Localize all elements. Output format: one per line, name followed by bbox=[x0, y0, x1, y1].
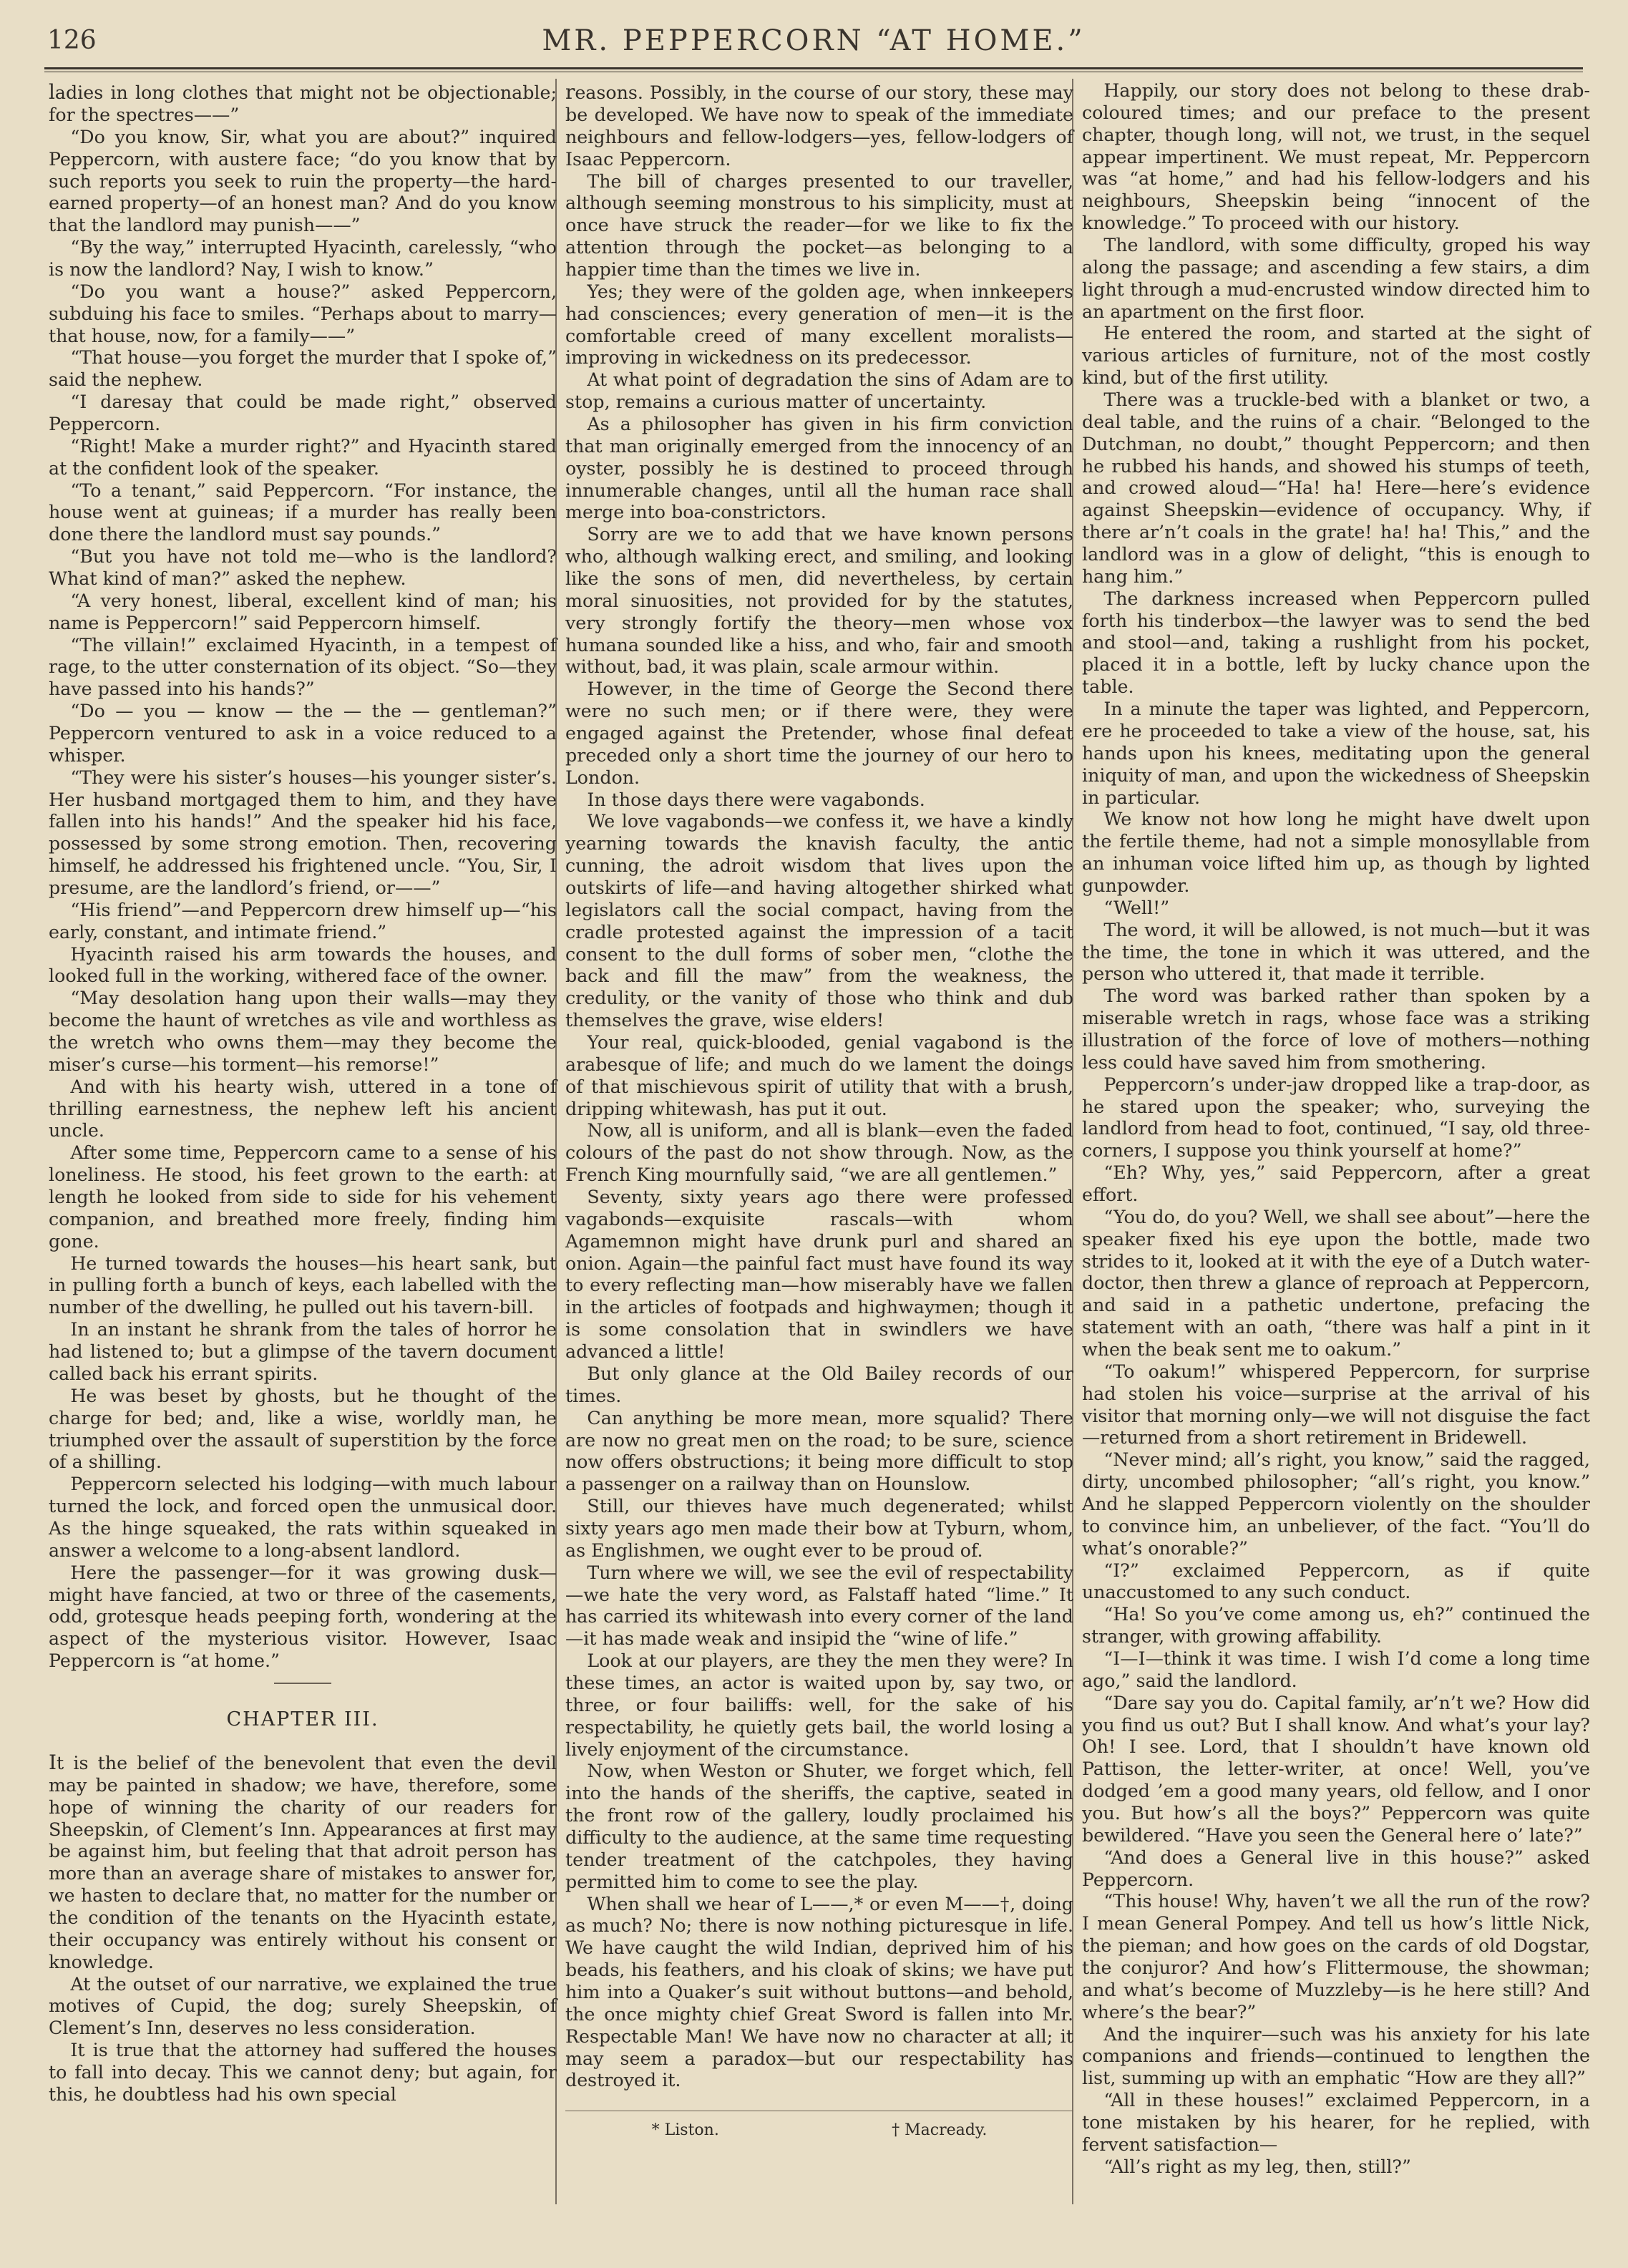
paragraph: At what point of degradation the sins of Adam are to stop, remains a curious matter of uncertainty. bbox=[565, 369, 1073, 413]
paragraph: The landlord, with some difficulty, groped his way along the passage; and ascending a few stairs, a dim light through a mud-encrusted window directed him to an apartment on the first floor. bbox=[1082, 235, 1590, 322]
paragraph: And the inquirer—such was his anxiety for his late companions and friends—continued to lengthen the list, summing up with an emphatic “How are they all?” bbox=[1082, 2023, 1590, 2089]
footnote: † Macready. bbox=[892, 2121, 988, 2140]
paragraph: “By the way,” interrupted Hyacinth, carelessly, “who is now the landlord? Nay, I wish to know.” bbox=[49, 237, 557, 280]
paragraph: Turn where we will, we see the evil of respectability—we hate the very word, as Falstaff hated “lime.” It has carried its whitewash into every corner of the land—it has made weak and insipid the “wine of life.” bbox=[565, 1562, 1073, 1650]
paragraph: It is the belief of the benevolent that even the devil may be painted in shadow; we have, therefore, some hope of winning the charity of our readers for Sheepskin, of Clement’s Inn. Appearances at first may be against him, but feeling that that adroit person has more than an average share of mistakes to answer for, we hasten to declare that, no matter for the number or the condition of the tenants on the Hyacinth estate, their occupancy was entirely without his consent or knowledge. bbox=[49, 1750, 557, 1972]
column-middle bbox=[565, 80, 1073, 2141]
paragraph: And with his hearty wish, uttered in a tone of thrilling earnestness, the nephew left his ancient uncle. bbox=[49, 1076, 557, 1142]
paragraph: He turned towards the houses—his heart sank, but in pulling forth a bunch of keys, each labelled with the number of the dwelling, he pulled out his tavern-bill. bbox=[49, 1252, 557, 1318]
footnotes bbox=[565, 2111, 1073, 2141]
paragraph: “Ha! So you’ve come among us, eh?” continued the stranger, with growing affability. bbox=[1082, 1604, 1590, 1648]
paragraph: Yes; they were of the golden age, when innkeepers had consciences; every generation of men—it is the comfortable creed of many excellent moralists—improving in wickedness on its predecessor. bbox=[565, 281, 1073, 369]
footnote: * Liston. bbox=[651, 2121, 719, 2140]
paragraph: “This house! Why, haven’t we all the run of the row? I mean General Pompey. And tell us how’s little Nick, the pieman; and how goes on the cards of old Dogstar, the conjuror? And how’s Flittermouse, the showman; and what’s become of Muzzleby—is he here still? And where’s the bear?” bbox=[1082, 1891, 1590, 2023]
paragraph: It is true that the attorney had suffered the houses to fall into decay. This we cannot deny; but again, for this, he doubtless had his own special bbox=[49, 2040, 557, 2105]
paragraph: “The villain!” exclaimed Hyacinth, in a tempest of rage, to the utter consternation of its object. “So—they have passed into his hands?” bbox=[49, 634, 557, 700]
paragraph: ladies in long clothes that might not be objectionable; for the spectres——” bbox=[49, 80, 557, 125]
paragraph: In those days there were vagabonds. bbox=[587, 789, 925, 810]
running-header bbox=[44, 21, 1583, 67]
column-left bbox=[49, 80, 557, 2106]
paragraph: “I daresay that could be made right,” observed Peppercorn. bbox=[49, 391, 557, 434]
paragraph: “All in these houses!” exclaimed Peppercorn, in a tone mistaken by his hearer, for he replied, with fervent satisfaction— bbox=[1082, 2090, 1590, 2155]
paragraph: Now, all is uniform, and all is blank—even the faded colours of the past do not show through. Now, as the French King mournfully said, “we are all gentlemen.” bbox=[565, 1120, 1073, 1186]
paragraph: “Right! Make a murder right?” and Hyacinth stared at the confident look of the speaker. bbox=[49, 435, 557, 479]
paragraph: As a philosopher has given in his firm conviction that man originally emerged from the innocency of an oyster, possibly he is destined to proceed through innumerable changes, until all the human race shall merge into boa-constrictors. bbox=[565, 413, 1073, 523]
paragraph: “Do — you — know — the — the — gentleman?” Peppercorn ventured to ask in a voice reduced to a whisper. bbox=[49, 701, 557, 766]
paragraph: The darkness increased when Peppercorn pulled forth his tinderbox—the lawyer was to send the bed and stool—and, taking a rushlight from his pocket, placed it in a bottle, left by lucky chance upon the table. bbox=[1082, 588, 1590, 698]
paragraph: Now, when Weston or Shuter, we forget which, fell into the hands of the sheriffs, the captive, seated in the front row of the gallery, loudly proclaimed his difficulty to the audience, at the same time requesting tender treatment of the catchpoles, they having permitted him to come to see the play. bbox=[565, 1761, 1073, 1892]
paragraph: We love vagabonds—we confess it, we have a kindly yearning towards the knavish faculty, the antic cunning, the adroit wisdom that lives upon the outskirts of life—and having altogether shirked what legislators call the social compact, having from the cradle protested against the impression of a tacit consent to the dull forms of sober men, “clothe the back and fill the maw” from the weakness, the credulity, or the vanity of those who think and dub themselves the grave, wise elders! bbox=[565, 811, 1073, 1031]
paragraph: “Do you know, Sir, what you are about?” inquired Peppercorn, with austere face; “do you know that by such reports you seek to ruin the property—the hard-earned property—of an honest man? And do you know that the landlord may punish——” bbox=[49, 126, 557, 236]
paragraph: The word was barked rather than spoken by a miserable wretch in rags, whose face was a striking illustration of the force of love of mothers—nothing less could have saved him from smothering. bbox=[1082, 985, 1590, 1073]
paragraph: “Well!” bbox=[1103, 897, 1170, 918]
paragraph: “May desolation hang upon their walls—may they become the haunt of wretches as vile and worthless as the wretch who owns them—may they become the miser’s curse—his torment—his remorse!” bbox=[49, 988, 557, 1075]
chapter-heading: CHAPTER III. bbox=[226, 1708, 379, 1731]
paragraph: “Never mind; all’s right, you know,” said the ragged, dirty, uncombed philosopher; “all’s right, you know.” And he slapped Peppercorn violently on the shoulder to convince him, an unbeliever, of the fact. “You’ll do what’s onorable?” bbox=[1082, 1449, 1590, 1559]
paragraph: The word, it will be allowed, is not much—but it was the time, the tone in which it was uttered, and the person who uttered it, that made it terrible. bbox=[1082, 919, 1590, 985]
paragraph: “To a tenant,” said Peppercorn. “For instance, the house went at guineas; if a murder has really been done there the landlord must say pounds.” bbox=[49, 480, 557, 545]
chapter-ornament bbox=[274, 1683, 331, 1684]
paragraph: “And does a General live in this house?” asked Peppercorn. bbox=[1082, 1846, 1590, 1890]
paragraph: “To oakum!” whispered Peppercorn, for surprise had stolen his voice—surprise at the arrival of his visitor that morning only—we will not disguise the fact—returned from a short retirement in Bridewell. bbox=[1082, 1361, 1590, 1449]
paragraph: Seventy, sixty years ago there were professed vagabonds—exquisite rascals—with whom Agamemnon might have drunk purl and shared an onion. Again—the painful fact must have found its way to every reflecting man—how miserably have we fallen in the articles of footpads and highwaymen; though it is some consolation that in swindlers we have advanced a little! bbox=[565, 1187, 1073, 1363]
paragraph: Sorry are we to add that we have known persons who, although walking erect, and smiling, and looking like the sons of men, did nevertheless, by certain moral sinuosities, not provided for by the statutes, very strongly fortify the theory—men whose vox humana sounded like a hiss, and who, fair and smooth without, bad, it was plain, scale armour within. bbox=[565, 524, 1073, 678]
paragraph: “But you have not told me—who is the landlord? What kind of man?” asked the nephew. bbox=[49, 546, 557, 589]
paragraph: “That house—you forget the murder that I spoke of,” said the nephew. bbox=[49, 347, 557, 391]
paragraph: “Eh? Why, yes,” said Peppercorn, after a great effort. bbox=[1082, 1162, 1590, 1205]
paragraph: But only glance at the Old Bailey records of our times. bbox=[565, 1363, 1073, 1406]
paragraph: “Do you want a house?” asked Peppercorn, subduing his face to smiles. “Perhaps about to marry—that house, now, for a family——” bbox=[49, 281, 557, 346]
paragraph: When shall we hear of L——,* or even M——†, doing as much? No; there is now nothing picturesque in life. We have caught the wild Indian, deprived him of his beads, his feathers, and his cloak of skins; we have put him into a Quaker’s suit without buttons—and behold, the once mighty chief Great Sword is fallen into Mr. Respectable Man! We have now no character at all; it may seem a paradox—but our respectability has destroyed it. bbox=[565, 1893, 1073, 2091]
paragraph: Peppercorn’s under-jaw dropped like a trap-door, as he stared upon the speaker; who, surveying the landlord from head to foot, continued, “I say, old three-corners, I suppose you think yourself at home?” bbox=[1082, 1074, 1590, 1162]
paragraph: Happily, our story does not belong to these drab-coloured times; and our preface to the present chapter, though long, will not, we trust, in the sequel appear impertinent. We must repeat, Mr. Peppercorn was “at home,” and had his fellow-lodgers and his neighbours, Sheepskin being “innocent of the knowledge.” To proceed with our history. bbox=[1082, 80, 1590, 234]
column-left-text bbox=[49, 80, 557, 1673]
column-right bbox=[1082, 80, 1590, 2179]
paragraph: He was beset by ghosts, but he thought of the charge for bed; and, like a wise, worldly man, he triumphed over the assault of superstition by the force of a shilling. bbox=[49, 1385, 557, 1473]
paragraph: In a minute the taper was lighted, and Peppercorn, ere he proceeded to take a view of the house, sat, his hands upon his knees, meditating upon the general iniquity of man, and upon the wickedness of Sheepskin in particular. bbox=[1082, 699, 1590, 808]
paragraph: Here the passenger—for it was growing dusk—might have fancied, at two or three of the casements, odd, grotesque heads peeping forth, wondering at the aspect of the mysterious visitor. However, Isaac Peppercorn is “at home.” bbox=[49, 1562, 557, 1672]
header-rule bbox=[44, 67, 1583, 69]
paragraph: “I—I—think it was time. I wish I’d come a long time ago,” said the landlord. bbox=[1082, 1648, 1590, 1691]
page-number: 126 bbox=[47, 26, 97, 55]
running-title: MR. PEPPERCORN “AT HOME.” bbox=[542, 24, 1086, 57]
paragraph: However, in the time of George the Second there were no such men; or if there were, they were engaged against the Pretender, whose final defeat preceded only a short time the journey of our hero to London. bbox=[565, 678, 1073, 788]
paragraph: “A very honest, liberal, excellent kind of man; his name is Peppercorn!” said Peppercorn himself. bbox=[49, 590, 557, 633]
paragraph: “His friend”—and Peppercorn drew himself up—“his early, constant, and intimate friend.” bbox=[49, 899, 557, 943]
paragraph: He entered the room, and started at the sight of various articles of furniture, not of the most costly kind, but of the first utility. bbox=[1082, 323, 1590, 389]
paragraph: “I?” exclaimed Peppercorn, as if quite unaccustomed to any such conduct. bbox=[1082, 1559, 1590, 1603]
paragraph: reasons. Possibly, in the course of our story, these may be developed. We have now to speak of the immediate neighbours and fellow-lodgers—yes, fellow-lodgers of Isaac Peppercorn. bbox=[565, 80, 1073, 170]
paragraph: Your real, quick-blooded, genial vagabond is the arabesque of life; and much do we lament the doings of that mischievous spirit of utility that with a brush, dripping whitewash, has put it out. bbox=[565, 1032, 1073, 1119]
paragraph: The bill of charges presented to our traveller, although seeming monstrous to his simplicity, must at once have struck the reader—for we like to fix the attention through the pocket—as belonging to a happier time than the times we live in. bbox=[565, 170, 1073, 280]
paragraph: Peppercorn selected his lodging—with much labour turned the lock, and forced open the unmusical door. As the hinge squeaked, the rats within squeaked in answer a welcome to a long-absent landlord. bbox=[49, 1474, 557, 1561]
paragraph: “All’s right as my leg, then, still?” bbox=[1103, 2156, 1411, 2177]
chapter-text bbox=[49, 1751, 557, 2106]
column-right-text bbox=[1082, 80, 1590, 2179]
paragraph: We know not how long he might have dwelt upon the fertile theme, had not a simple monosyllable from an inhuman voice lifted him up, as though by lighted gunpowder. bbox=[1082, 809, 1590, 896]
paragraph: “Dare say you do. Capital family, ar’n’t we? How did you find us out? But I shall know. And what’s your lay? Oh! I see. Lord, that I shouldn’t have known old Pattison, the letter-writer, at once! Well, you’ve dodged ’em a good many years, old fellow, and I onor you. But how’s all the boys?” Peppercorn was quite bewildered. “Have you seen the General here o’ late?” bbox=[1082, 1692, 1590, 1846]
paragraph: Still, our thieves have much degenerated; whilst sixty years ago men made their bow at Tyburn, whom, as Englishmen, we ought ever to be proud of. bbox=[565, 1496, 1073, 1561]
paragraph: “They were his sister’s houses—his younger sister’s. Her husband mortgaged them to him, and they have fallen into his hands!” And the speaker hid his face, possessed by some strong emotion. Then, recovering himself, he addressed his frightened uncle. “You, Sir, I presume, are the landlord’s friend, or——” bbox=[49, 766, 557, 899]
paragraph: Hyacinth raised his arm towards the houses, and looked full in the working, withered face of the owner. bbox=[49, 943, 557, 987]
paragraph: Look at our players, are they the men they were? In these times, an actor is waited upon by, say two, or three, or four bailiffs: well, for the sake of his respectability, he quietly gets bail, the world losing a lively enjoyment of the circumstance. bbox=[565, 1650, 1073, 1760]
paragraph: In an instant he shrank from the tales of horror he had listened to; but a glimpse of the tavern document called back his errant spirits. bbox=[49, 1319, 557, 1384]
paragraph: After some time, Peppercorn came to a sense of his loneliness. He stood, his feet grown to the earth: at length he looked from side to side for his vehement companion, and breathed more freely, finding him gone. bbox=[49, 1142, 557, 1252]
paragraph: There was a truckle-bed with a blanket or two, a deal table, and the ruins of a chair. “Belonged to the Dutchman, no doubt,” thought Peppercorn; and then he rubbed his hands, and showed his stumps of teeth, and crowed aloud—“Ha! ha! Here—here’s evidence against Sheepskin—evidence of occupancy. Why, if there ar’n’t coals in the grate! ha! ha! This,” and the landlord was in a glow of delight, “this is enough to hang him.” bbox=[1082, 389, 1590, 587]
paragraph: At the outset of our narrative, we explained the true motives of Cupid, the dog; surely Sheepskin, of Clement’s Inn, deserves no less consideration. bbox=[49, 1973, 557, 2039]
paragraph: “You do, do you? Well, we shall see about”—here the speaker fixed his eye upon the bottle, made two strides to it, looked at it with the eye of a Dutch water-doctor, then threw a glance of reproach at Peppercorn, and said in a pathetic undertone, prefacing the statement with an oath, “there was half a pint in it when the beak sent me to oakum.” bbox=[1082, 1206, 1590, 1360]
paragraph: Can anything be more mean, more squalid? There are now no great men on the road; to be sure, science now offers obstructions; it being more difficult to stop a passenger on a railway than on Hounslow. bbox=[565, 1407, 1073, 1495]
column-middle-text bbox=[565, 80, 1073, 2092]
